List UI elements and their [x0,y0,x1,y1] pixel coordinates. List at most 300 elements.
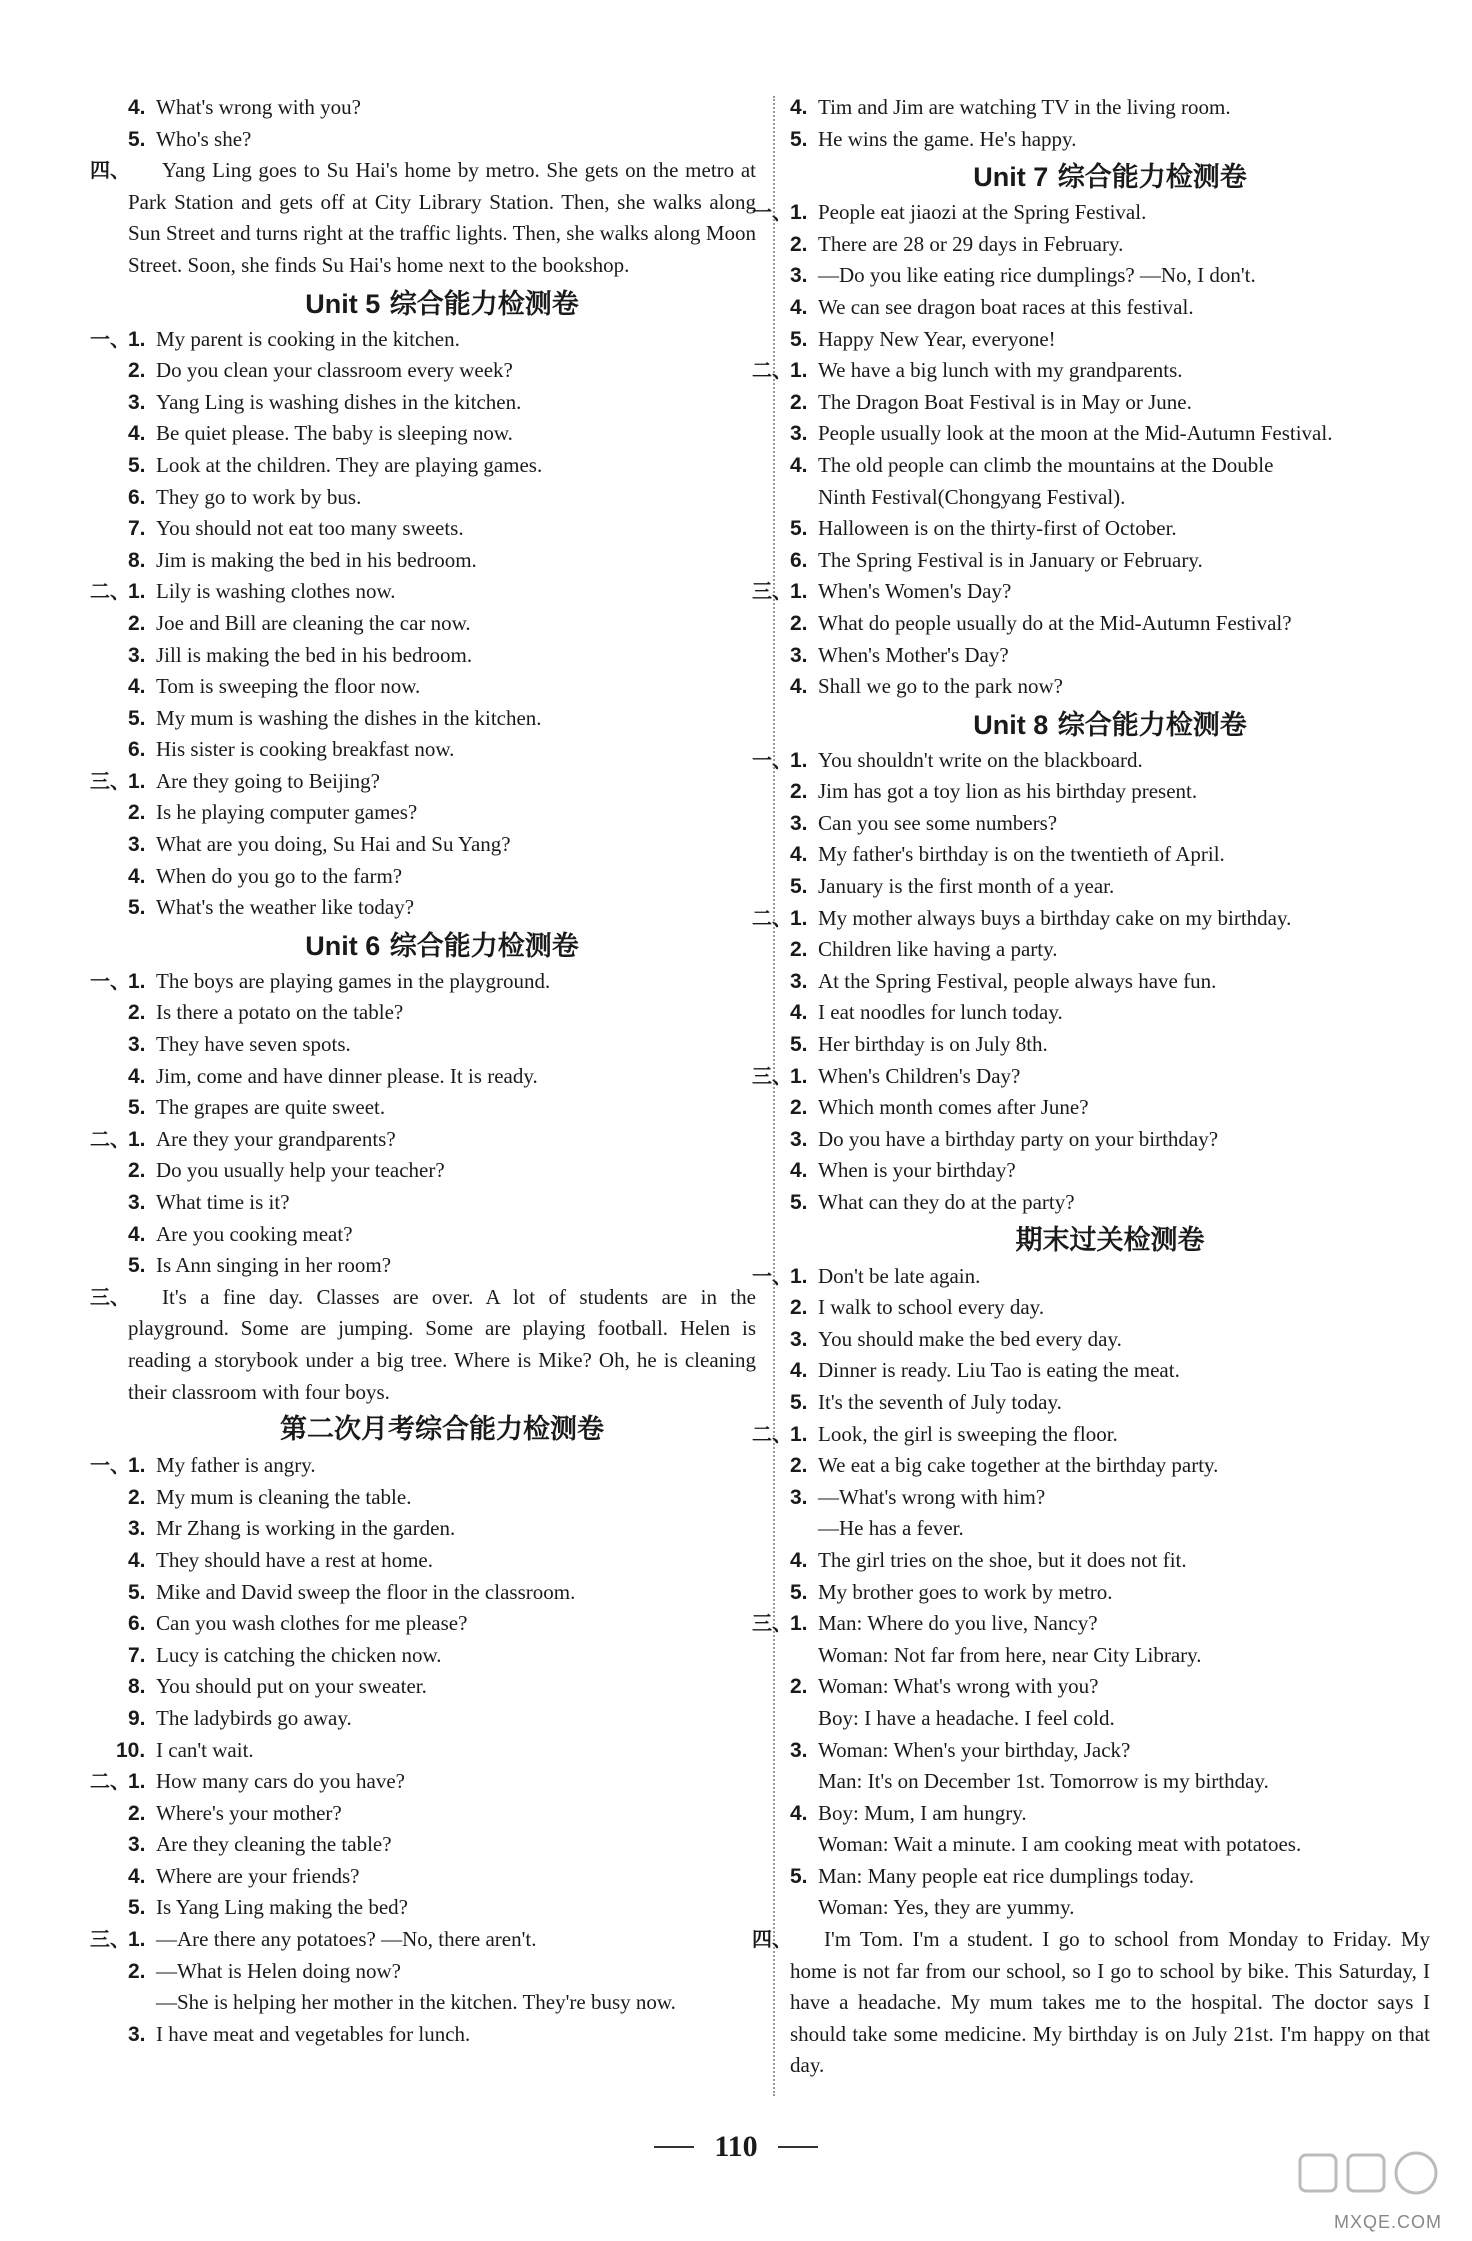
item-number: 4. [790,1359,808,1383]
item-number: 3. [790,264,808,288]
item-number: 5. [128,1580,146,1604]
answer-item [90,1924,756,1956]
answer-item [128,450,756,482]
item-number: 4. [128,675,146,699]
item-number: 1. [790,580,808,604]
item-text: How many cars do you have? [156,1769,406,1794]
item-number: 3. [128,390,146,414]
item-number: 4. [128,96,146,119]
item-number: 2. [790,938,808,962]
continuation-text: Woman: Wait a minute. I am cooking meat with potatoes. [818,1832,1302,1857]
answer-item [752,745,1430,777]
answer-item [790,418,1430,450]
answer-item [790,124,1430,156]
answer-item [790,260,1430,292]
item-text: —Do you like eating rice dumplings? —No, I don't. [818,263,1256,288]
item-text: The grapes are quite sweet. [156,1095,386,1120]
item-number: 4. [790,1159,808,1183]
answer-item [790,776,1430,808]
section-marker: 一、 [752,1263,792,1288]
item-number: 1. [790,906,808,930]
answer-paragraph [752,1924,1430,2082]
item-number: 4. [790,453,808,477]
item-number: 1. [128,1770,146,1794]
section-marker: 二、 [752,1421,792,1446]
item-number: 3. [128,643,146,667]
continuation-text: Boy: I have a headache. I feel cold. [818,1705,1115,1730]
answer-item [790,1092,1430,1124]
item-text: The Dragon Boat Festival is in May or June. [818,389,1192,414]
section-heading [128,1410,756,1450]
item-text: What time is it? [156,1190,290,1214]
item-text: Don't be late again. [818,1263,981,1288]
answer-item [790,1187,1430,1219]
answer-item [790,997,1430,1029]
answer-item [90,1766,756,1798]
footer-dash-left [654,2146,694,2148]
answer-item [90,1124,756,1156]
item-number: 3. [128,2022,146,2046]
answer-item [790,608,1430,640]
item-number: 10. [116,1738,146,1762]
item-text: Look at the children. They are playing games. [156,452,543,477]
item-number: 4. [128,864,146,888]
item-text: Can you wash clothes for me please? [156,1611,468,1636]
answer-item [790,387,1430,419]
item-number: 9. [128,1706,146,1730]
item-number: 3. [790,643,808,667]
item-text: People eat jiaozi at the Spring Festival. [818,200,1147,225]
answer-item [90,766,756,798]
answer-item [752,1608,1430,1640]
item-text: Mike and David sweep the floor in the classroom. [156,1579,576,1604]
answer-continuation [790,1892,1430,1924]
item-number: 5. [790,1390,808,1414]
section-marker: 三、 [752,579,792,604]
answer-item [128,640,756,672]
page-footer [0,2130,1472,2164]
answer-continuation [128,1987,756,2019]
item-number: 1. [790,201,808,225]
item-text: We can see dragon boat races at this festival. [818,294,1194,319]
item-text: When's Children's Day? [818,1063,1021,1088]
item-text: Do you have a birthday party on your birthday? [818,1126,1219,1151]
page-number: 110 [714,2130,758,2163]
item-text: The old people can climb the mountains at the Double [818,452,1274,477]
answer-item [90,324,756,356]
item-number: 7. [128,1643,146,1667]
item-number: 7. [128,517,146,541]
item-text: —What's wrong with him? [818,1484,1046,1509]
answer-item [790,1155,1430,1187]
answer-item [128,1892,756,1924]
item-number: 5. [128,706,146,730]
item-text: Tom is sweeping the floor now. [156,674,421,699]
item-number: 2. [790,1296,808,1320]
item-text: Jill is making the bed in his bedroom. [156,642,473,667]
item-text: The girl tries on the shoe, but it does not fit. [818,1547,1187,1572]
item-number: 2. [128,1959,146,1983]
answer-item [790,92,1430,124]
answer-item [790,871,1430,903]
item-number: 3. [128,833,146,857]
answer-item [790,1735,1430,1767]
item-text: My father is angry. [156,1453,316,1478]
heading-title: 综合能力检测卷 [1048,162,1247,194]
answer-item [128,1577,756,1609]
item-number: 5. [790,127,808,151]
item-text: We eat a big cake together at the birthday party. [818,1453,1219,1478]
answer-item [790,1545,1430,1577]
item-number: 1. [128,1454,146,1478]
answer-item [128,513,756,545]
answer-item [128,1092,756,1124]
item-text: Her birthday is on July 8th. [818,1032,1048,1057]
paragraph-text: Yang Ling goes to Su Hai's home by metro. She gets on the metro at Park Station and gets off at City Library Station. Then, she walks along Sun Street and turns right at the traffic lights. Then, she walks along Moon Street. Soon, she finds Su Hai's home next to the bookshop. [128,158,756,277]
item-number: 5. [128,1096,146,1120]
answer-item [752,1419,1430,1451]
item-number: 2. [790,1096,808,1120]
item-text: Look, the girl is sweeping the floor. [818,1421,1118,1446]
section-marker: 一、 [752,200,792,225]
item-number: 5. [790,1191,808,1214]
item-text: You should make the bed every day. [818,1326,1122,1351]
heading-unit: Unit 6 [305,930,381,961]
answer-item [790,1577,1430,1609]
answer-paragraph [90,155,756,281]
answer-item [790,229,1430,261]
continuation-text: Ninth Festival(Chongyang Festival). [818,484,1126,509]
answer-item [790,1124,1430,1156]
answer-continuation [790,1829,1430,1861]
section-heading [128,284,756,324]
item-text: Be quiet please. The baby is sleeping now. [156,421,513,446]
answer-item [128,124,756,156]
section-marker: 三、 [90,1927,130,1952]
item-number: 5. [790,875,808,899]
item-number: 1. [128,580,146,604]
item-text: You should not eat too many sweets. [156,516,464,541]
answer-item [790,934,1430,966]
watermark-graphic [1296,2149,1446,2219]
item-number: 4. [790,96,808,119]
item-text: I eat noodles for lunch today. [818,1000,1063,1025]
answer-item [128,1640,756,1672]
answer-item [790,808,1430,840]
continuation-text: —He has a fever. [818,1516,964,1541]
item-number: 6. [128,485,146,509]
answer-item [128,92,756,124]
item-text: Where are your friends? [156,1863,360,1888]
item-text: They have seven spots. [156,1032,351,1057]
item-text: When's Mother's Day? [818,642,1009,667]
item-text: My parent is cooking in the kitchen. [156,326,460,351]
item-text: What's wrong with you? [156,95,361,119]
answer-item [128,1250,756,1282]
answer-item [790,1292,1430,1324]
continuation-text: Man: It's on December 1st. Tomorrow is my birthday. [818,1769,1269,1794]
item-text: Lucy is catching the chicken now. [156,1642,442,1667]
answer-item [790,545,1430,577]
section-marker: 三、 [752,1611,792,1636]
item-text: Who's she? [156,126,252,151]
answer-item [128,1956,756,1988]
answer-item [752,1061,1430,1093]
answer-item [790,1861,1430,1893]
answer-item [90,966,756,998]
item-text: Is he playing computer games? [156,800,418,825]
item-text: My brother goes to work by metro. [818,1579,1113,1604]
answer-item [128,1829,756,1861]
section-marker: 一、 [90,968,130,993]
answer-item [128,1219,756,1251]
section-heading [790,157,1430,197]
item-text: —Are there any potatoes? —No, there aren't. [156,1927,537,1952]
item-number: 1. [128,769,146,793]
item-number: 2. [128,1801,146,1825]
item-text: Can you see some numbers? [818,810,1058,835]
item-number: 1. [790,359,808,383]
item-number: 5. [128,896,146,920]
answer-item [128,2019,756,2051]
item-text: You shouldn't write on the blackboard. [818,747,1143,772]
section-marker: 一、 [752,747,792,772]
item-number: 5. [128,453,146,477]
item-number: 3. [790,969,808,993]
item-number: 5. [790,1033,808,1057]
item-number: 1. [790,1064,808,1088]
answer-continuation [790,482,1430,514]
answer-item [790,1482,1430,1514]
item-text: The boys are playing games in the playground. [156,968,551,993]
item-number: 5. [790,1864,808,1888]
item-text: Dinner is ready. Liu Tao is eating the meat. [818,1358,1180,1383]
item-text: I walk to school every day. [818,1295,1045,1320]
item-number: 5. [128,1254,146,1278]
item-text: Where's your mother? [156,1800,342,1825]
answer-item [128,1187,756,1219]
item-number: 6. [128,1612,146,1636]
answer-item [128,1029,756,1061]
item-text: Yang Ling is washing dishes in the kitchen. [156,389,522,414]
item-text: Happy New Year, everyone! [818,326,1056,351]
heading-unit: Unit 5 [305,288,381,319]
item-text: Jim, come and have dinner please. It is ready. [156,1063,538,1088]
answer-item [790,1671,1430,1703]
answer-item [90,576,756,608]
answer-item [128,997,756,1029]
answer-item [752,355,1430,387]
item-text: The Spring Festival is in January or February. [818,547,1203,572]
answer-item [752,1261,1430,1293]
section-marker: 二、 [90,1126,130,1151]
item-text: January is the first month of a year. [818,874,1115,899]
answer-item [90,1450,756,1482]
heading-unit: Unit 7 [973,162,1049,193]
item-text: When do you go to the farm? [156,863,403,888]
item-number: 2. [128,359,146,383]
answer-item [752,197,1430,229]
item-number: 4. [128,1222,146,1246]
item-text: Is Ann singing in her room? [156,1253,392,1278]
item-number: 4. [790,675,808,699]
answer-item [128,861,756,893]
item-text: I can't wait. [156,1737,254,1762]
item-text: They should have a rest at home. [156,1547,433,1572]
answer-item [128,1703,756,1735]
item-number: 8. [128,1675,146,1699]
item-text: Is there a potato on the table? [156,1000,404,1025]
section-marker: 一、 [90,326,130,351]
item-number: 4. [128,422,146,446]
item-text: Jim is making the bed in his bedroom. [156,547,477,572]
answer-item [128,1545,756,1577]
answer-item [128,355,756,387]
item-text: The ladybirds go away. [156,1705,352,1730]
continuation-text: Woman: Yes, they are yummy. [818,1895,1075,1920]
item-text: Man: Many people eat rice dumplings today. [818,1863,1194,1888]
item-number: 5. [790,1580,808,1604]
item-number: 1. [128,1928,146,1952]
answer-item [128,418,756,450]
item-text: My father's birthday is on the twentieth of April. [818,842,1225,867]
item-number: 1. [128,969,146,993]
item-number: 3. [790,422,808,446]
item-number: 2. [790,611,808,635]
item-text: What's the weather like today? [156,895,415,920]
answer-item [128,1798,756,1830]
answer-item [752,903,1430,935]
item-text: Is Yang Ling making the bed? [156,1895,408,1920]
answer-item [128,671,756,703]
item-text: Are they going to Beijing? [156,768,380,793]
watermark-logo-icon [1296,2149,1446,2219]
watermark-site: MXQE.COM [1333,2212,1442,2232]
item-number: 3. [790,1485,808,1509]
item-number: 1. [790,1612,808,1636]
answer-continuation [790,1513,1430,1545]
answer-item [128,797,756,829]
section-heading [790,1221,1430,1261]
heading-title: 综合能力检测卷 [380,930,579,962]
item-number: 4. [790,843,808,867]
item-text: Boy: Mum, I am hungry. [818,1800,1027,1825]
item-number: 4. [790,1801,808,1825]
answer-item [790,839,1430,871]
section-marker: 四、 [752,1927,792,1952]
item-text: We have a big lunch with my grandparents. [818,358,1183,383]
heading-title: 综合能力检测卷 [1048,709,1247,741]
item-number: 1. [790,1422,808,1446]
answer-item [790,513,1430,545]
item-text: Joe and Bill are cleaning the car now. [156,610,471,635]
answer-item [790,671,1430,703]
item-number: 4. [128,1864,146,1888]
item-text: —What is Helen doing now? [156,1958,401,1983]
answer-item [752,576,1430,608]
answer-item [128,1608,756,1640]
paragraph-text: It's a fine day. Classes are over. A lot of students are in the playground. Some are jumping. Some are playing football. Helen is reading a storybook under a big tree. Where is Mike? Oh, he is cleaning their classroom with four boys. [128,1284,756,1404]
item-number: 2. [128,1001,146,1025]
item-number: 2. [790,1675,808,1699]
answer-item [790,450,1430,482]
section-marker: 二、 [90,1769,130,1794]
item-text: It's the seventh of July today. [818,1389,1062,1414]
answer-item [128,1513,756,1545]
right-column [752,92,1430,2082]
item-text: My mum is cleaning the table. [156,1484,412,1509]
paragraph-text: I'm Tom. I'm a student. I go to school from Monday to Friday. My home is not far from our school, so I go to school by bike. This Saturday, I have a headache. My mum takes me to the hospital. The doctor says I should take some medicine. My birthday is on July 21st. I'm happy on that day. [790,1927,1430,2078]
answer-paragraph [90,1282,756,1408]
item-number: 3. [128,1191,146,1214]
item-number: 3. [128,1033,146,1057]
item-number: 4. [790,1001,808,1025]
answer-item [128,1671,756,1703]
answer-item [128,1861,756,1893]
item-text: His sister is cooking breakfast now. [156,737,455,762]
item-text: Are they cleaning the table? [156,1832,392,1857]
section-marker: 二、 [752,905,792,930]
item-text: When's Women's Day? [818,579,1012,604]
item-number: 3. [790,1738,808,1762]
answer-continuation [790,1703,1430,1735]
footer-dash-right [778,2146,818,2148]
left-column [90,92,756,2050]
item-text: You should put on your sweater. [156,1674,427,1699]
item-number: 5. [790,327,808,351]
item-number: 4. [128,1548,146,1572]
item-number: 3. [790,1127,808,1151]
item-number: 2. [128,611,146,635]
item-number: 5. [790,517,808,541]
item-number: 1. [790,1264,808,1288]
answer-item [790,1387,1430,1419]
item-text: Halloween is on the thirty-first of October. [818,516,1177,541]
answer-item [790,324,1430,356]
answer-item [128,545,756,577]
answer-item [790,1029,1430,1061]
item-text: Man: Where do you live, Nancy? [818,1611,1098,1636]
item-text: Children like having a party. [818,937,1058,962]
item-text: Tim and Jim are watching TV in the living room. [818,95,1231,119]
item-text: Jim has got a toy lion as his birthday present. [818,779,1198,804]
section-marker: 一、 [90,1453,130,1478]
item-text: They go to work by bus. [156,484,362,509]
item-number: 2. [790,1454,808,1478]
item-number: 3. [790,811,808,835]
section-marker: 三、 [90,1284,130,1309]
item-number: 1. [128,327,146,351]
answer-item [128,387,756,419]
section-marker: 三、 [90,768,130,793]
item-text: Shall we go to the park now? [818,674,1063,699]
item-text: Woman: When's your birthday, Jack? [818,1737,1131,1762]
answer-item [128,829,756,861]
section-marker: 二、 [90,579,130,604]
item-number: 3. [790,1327,808,1351]
item-text: At the Spring Festival, people always have fun. [818,968,1217,993]
answer-item [790,1324,1430,1356]
item-number: 6. [128,738,146,762]
section-heading [790,705,1430,745]
item-number: 3. [128,1517,146,1541]
item-number: 4. [128,1064,146,1088]
section-marker: 四、 [90,158,130,183]
item-text: When is your birthday? [818,1158,1016,1183]
answer-item [790,1355,1430,1387]
item-text: He wins the game. He's happy. [818,126,1077,151]
answer-item [790,640,1430,672]
